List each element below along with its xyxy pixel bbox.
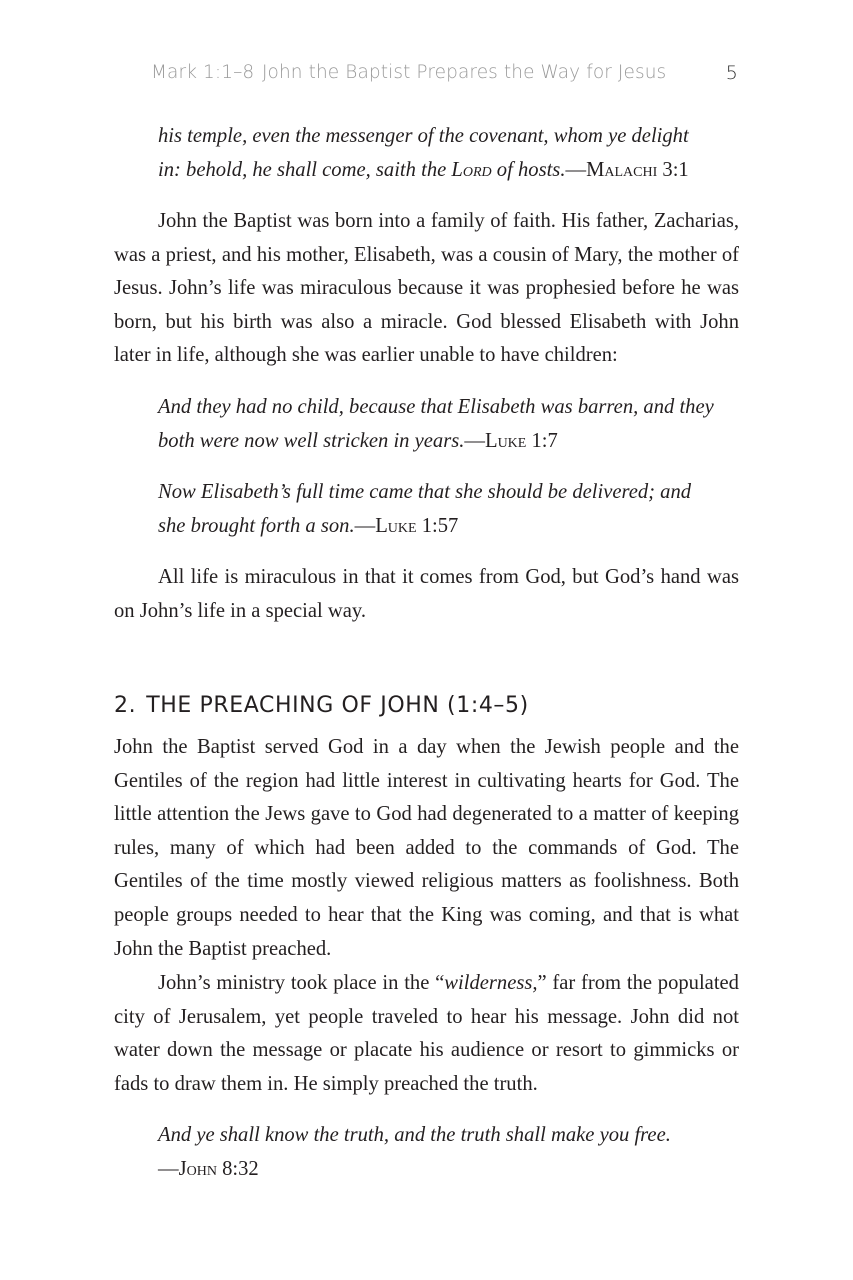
paragraph-john-birth: John the Baptist was born into a family of faith. His father, Zacharias, was a priest, and his mother, Elisabeth, was a cousin of Mary, the mother of Jesus. John’s life was miraculous because it was prophesied before he was born, but his birth was also a miracle. God blessed Elisabeth with John later in life, although she was earlier unable to have children:	[114, 210, 739, 367]
running-head-reference: Mark 1:1–8	[151, 62, 255, 83]
quote-malachi-citation: —Malachi 3:1	[565, 158, 689, 181]
running-head-title: John the Baptist Prepares the Way for Jesus	[262, 62, 667, 83]
quote-luke-1-7	[158, 391, 718, 458]
quote-malachi	[158, 120, 728, 187]
quote-luke-1-7-text: And they had no child, because that Elisabeth was barren, and they both were now well stricken in years.	[158, 396, 714, 452]
paragraph-ministry-emphasis: wilderness,	[444, 972, 538, 994]
quote-malachi-lord: Lord	[451, 158, 492, 181]
quote-luke-1-7-citation: —Luke 1:7	[464, 429, 558, 452]
quote-john-8-32-text: And ye shall know the truth, and the truth shall make you free.	[158, 1124, 671, 1146]
running-head	[150, 62, 740, 88]
paragraph-ministry-before: John’s ministry took place in the “	[158, 972, 445, 994]
quote-john-8-32-citation: —John 8:32	[158, 1157, 259, 1180]
page-number: 5	[725, 62, 738, 84]
quote-luke-1-57-citation: —Luke 1:57	[354, 514, 459, 537]
quote-john-8-32	[158, 1119, 718, 1186]
paragraph-all-life: All life is miraculous in that it comes from God, but God’s hand was on John’s life in a special way.	[114, 566, 739, 622]
quote-malachi-line2: in: behold, he shall come, saith the	[158, 158, 452, 181]
section-heading-number: 2.	[114, 693, 137, 718]
quote-malachi-line1: his temple, even the messenger of the covenant, whom ye delight	[158, 125, 689, 147]
section-heading	[114, 693, 529, 718]
quote-luke-1-57-text: Now Elisabeth’s full time came that she should be delivered; and she brought forth a son.	[158, 481, 692, 537]
paragraph-preaching: John the Baptist served God in a day when the Jewish people and the Gentiles of the region had little interest in cultivating hearts for God. The little attention the Jews gave to God had degenerated to a matter of keeping rules, many of which had been added to the commands of God. The Gentiles of the time mostly viewed religious matters as foolishness. Both people groups needed to hear that the King was coming, and that is what John the Baptist preached.	[114, 736, 739, 960]
section-heading-title: THE PREACHING OF JOHN (1:4–5)	[146, 693, 529, 718]
paragraph-ministry	[114, 967, 739, 1101]
quote-malachi-line2-end: of hosts.	[491, 158, 566, 181]
quote-luke-1-57	[158, 476, 718, 543]
paragraph-ministry-after: ” far from the populated city of Jerusalem, yet people traveled to hear his message. John did not water down the message or placate his audience or resort to gimmicks or fads to draw them in. He simply preached the truth.	[114, 972, 739, 1095]
